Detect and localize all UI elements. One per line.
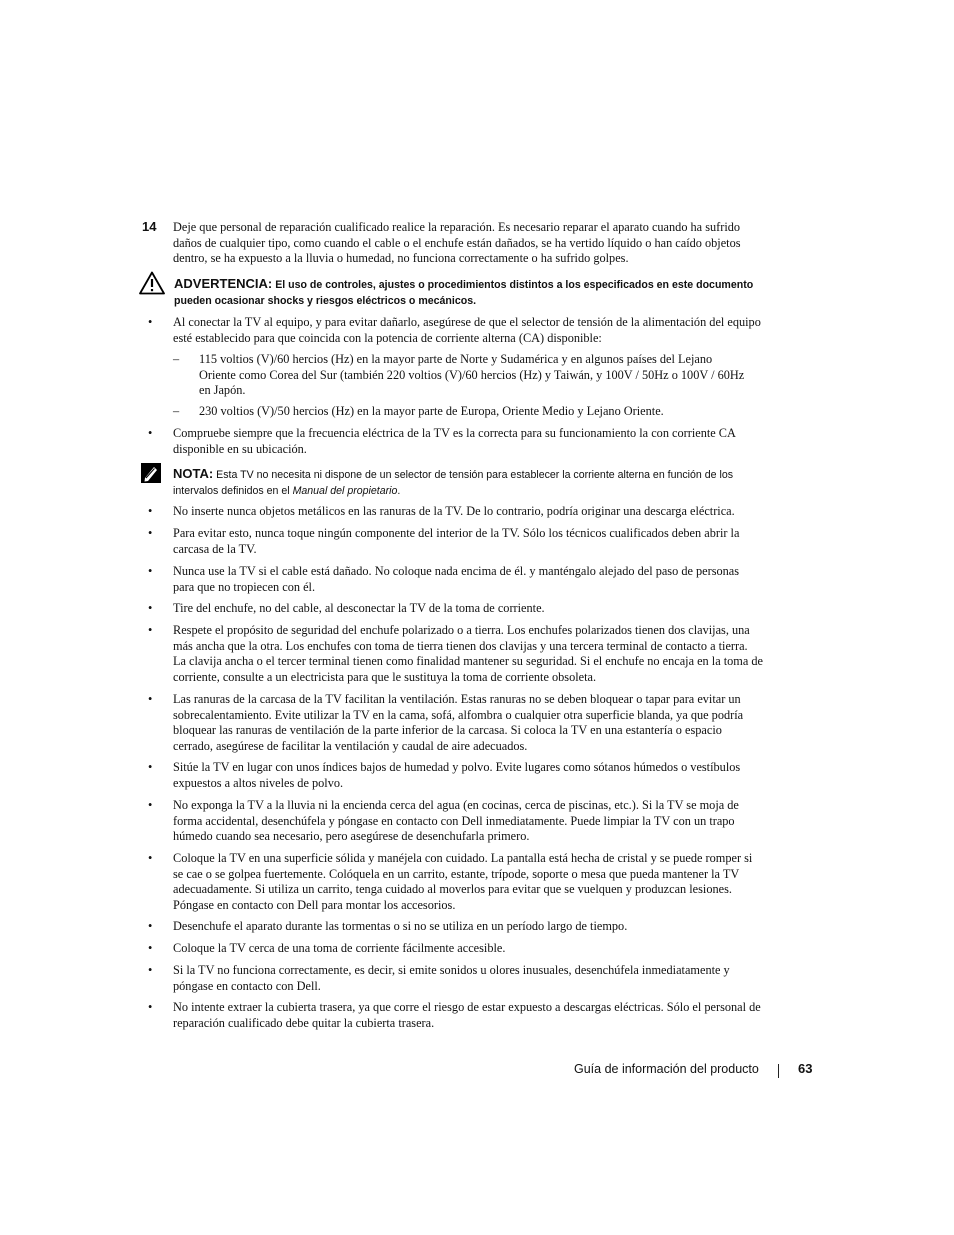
note-block [173,466,763,499]
list-item: Las ranuras de la carcasa de la TV facilitan la ventilación. Estas ranuras no se deben bloquear o tapar para evitar un sobrecalentamiento. Evite utilizar la TV en la cama, sofá, alfombra o cualquier otra superficie blanda, ya que podría bloquear las ranuras de ventilación de la parte inferior de la carcasa. Si coloca la TV en una estantería o espacio cerrado, asegúrese de facilitar la ventilación y caudal de aire adecuados. [173,692,744,753]
list-item: Tire del enchufe, no del cable, al desconectar la TV de la toma de corriente. [173,601,545,615]
note-manual-title: Manual del propietario [292,485,398,497]
list-item: Coloque la TV en una superficie sólida y manéjela con cuidado. La pantalla está hecha de cristal y se puede romper si se cae o se golpea fuertemente. Colóquela en un carrito, estante, trípode, soporte o mesa que pueda mantener la TV adecuadamente. Si utiliza un carrito, tenga cuidado al moverlos para evitar que se vuelquen y produzcan lesiones. Póngase en contacto con Dell para montar los accesorios. [173,851,753,912]
warning-triangle-icon [139,271,165,295]
footer-divider [778,1064,779,1078]
bullet-symbol: • [148,919,153,933]
list-item: No inserte nunca objetos metálicos en las ranuras de la TV. De lo contrario, podría originar una descarga eléctrica. [173,504,735,518]
bullet-symbol: • [148,963,153,977]
list-item: Nunca use la TV si el cable está dañado. No coloque nada encima de él. y manténgalo alejado del paso de personas para que no tropiecen con él. [173,564,740,594]
bullet-symbol: • [148,851,153,865]
bullet-symbol: • [148,692,153,706]
warning-text: El uso de controles, ajustes o procedimientos distintos a los especificados en este documento pueden ocasionar shocks y riesgos eléctricos o mecánicos. [174,279,754,307]
list-item: Sitúe la TV en lugar con unos índices bajos de humedad y polvo. Evite lugares como sótanos húmedos o vestíbulos expuestos a altos niveles de polvo. [173,760,741,790]
note-text-end: . [397,485,401,497]
list-item: Si la TV no funciona correctamente, es decir, si emite sonidos u olores inusuales, desenchúfela inmediatamente y póngase en contacto con Dell. [173,963,730,993]
dash-item: 230 voltios (V)/50 hercios (Hz) en la mayor parte de Europa, Oriente Medio y Lejano Oriente. [199,404,664,418]
dash-symbol: – [173,404,180,418]
bullet-symbol: • [148,504,153,518]
bullet-symbol: • [148,601,153,615]
bullet-symbol: • [148,564,153,578]
bullet-symbol: • [148,1000,153,1014]
note-text: Esta TV no necesita ni dispone de un selector de tensión para establecer la corriente alterna en función de los intervalos definidos en el [173,469,734,497]
dash-symbol: – [173,352,180,366]
footer-title: Guía de información del producto [574,1062,759,1076]
note-heading: NOTA: [173,466,214,481]
list-item: No intente extraer la cubierta trasera, ya que corre el riesgo de estar expuesto a descargas eléctricas. Sólo el personal de reparación cualificado debe quitar la cubierta trasera. [173,1000,761,1030]
page-number: 63 [798,1061,813,1076]
list-item: Al conectar la TV al equipo, y para evitar dañarlo, asegúrese de que el selector de tensión de la alimentación del equipo esté establecido para que coincida con la potencia de corriente alterna (CA) disponible: [173,315,761,345]
list-item: Coloque la TV cerca de una toma de corriente fácilmente accesible. [173,941,506,955]
dash-item: 115 voltios (V)/60 hercios (Hz) en la mayor parte de Norte y Sudamérica y en algunos países del Lejano Oriente como Corea del Sur (también 220 voltios (V)/60 hercios (Hz) y Taiwán, y 100V / 50Hz o 100V / 60Hz en Japón. [199,352,745,398]
list-item: Respete el propósito de seguridad del enchufe polarizado o a tierra. Los enchufes polarizados tienen dos clavijas, una más ancha que la otra. Los enchufes con toma de tierra tienen dos clavijas y una tercera terminal de contacto a tierra. La clavija ancha o el tercer terminal tienen como finalidad mantener su seguridad. Si el enchufe no encaja en la toma de corriente, consulte a un electricista para que le sustituya la toma de corriente obsoleta. [173,623,763,684]
step-text: Deje que personal de reparación cualificado realice la reparación. Es necesario reparar el aparato cuando ha sufrido daños de cualquier tipo, como cuando el cable o el enchufe están dañados, se ha vertido líquido o han caído objetos dentro, se ha expuesto a la lluvia o humedad, no funciona correctamente o ha sufrido golpes. [173,220,741,266]
bullet-symbol: • [148,315,153,329]
bullet-symbol: • [148,426,153,440]
warning-block [174,276,764,309]
bullet-symbol: • [148,941,153,955]
list-item: Para evitar esto, nunca toque ningún componente del interior de la TV. Sólo los técnicos cualificados deben abrir la carcasa de la TV. [173,526,740,556]
list-item: Compruebe siempre que la frecuencia eléctrica de la TV es la correcta para su funcionamiento la con corriente CA disponible en su ubicación. [173,426,736,456]
bullet-symbol: • [148,623,153,637]
bullet-symbol: • [148,526,153,540]
warning-heading: ADVERTENCIA: [174,276,273,291]
bullet-symbol: • [148,798,153,812]
list-item: No exponga la TV a la lluvia ni la encienda cerca del agua (en cocinas, cerca de piscinas, etc.). Si la TV se moja de forma accidental, desenchúfela y póngase en contacto con Dell inmediatamente. Puede limpiar la TV con un trapo húmedo cuando sea necesario, pero asegúrese de desenchufarla primero. [173,798,739,844]
step-number: 14 [142,219,157,234]
bullet-symbol: • [148,760,153,774]
pencil-note-icon [140,462,162,484]
list-item: Desenchufe el aparato durante las tormentas o si no se utiliza en un período largo de tiempo. [173,919,628,933]
